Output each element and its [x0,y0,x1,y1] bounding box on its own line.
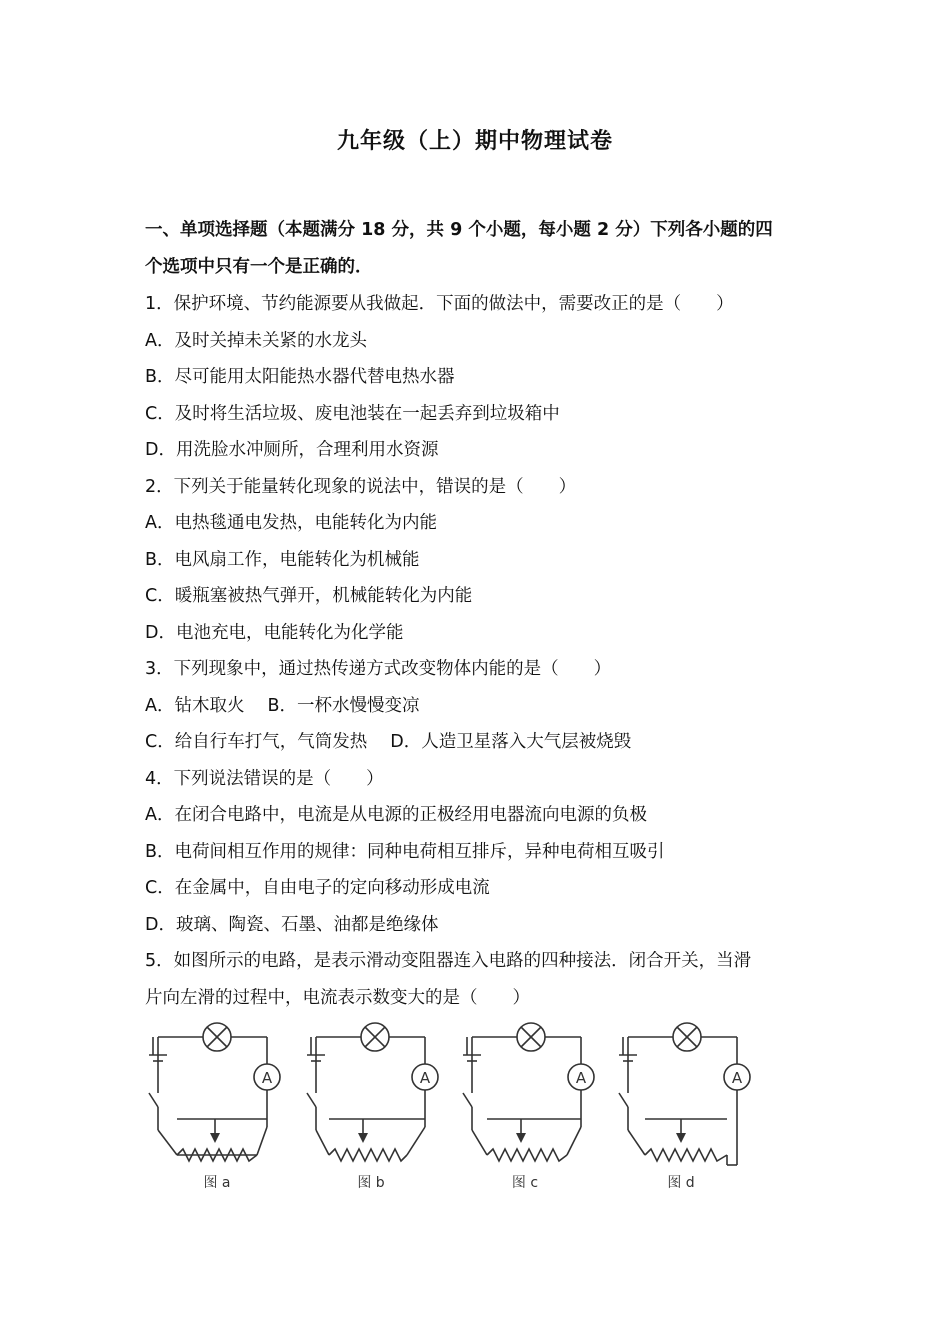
question-1-option-d: D．用洗脸水冲厕所，合理利用水资源 [145,440,439,460]
question-4-option-d: D．玻璃、陶瓷、石墨、油都是绝缘体 [145,915,439,935]
page-title: 九年级（上）期中物理试卷 [336,129,613,154]
section-heading-line1: 一、单项选择题（本题满分 18 分，共 9 个小题，每小题 2 分）下列各小题的四 [145,220,773,240]
circuit-figure-c [459,1015,604,1195]
circuit-figure-a [145,1015,290,1195]
question-4-option-a: A．在闭合电路中，电流是从电源的正极经用电器流向电源的负极 [145,805,647,825]
question-1-option-a: A．及时关掉未关紧的水龙头 [145,331,367,351]
circuit-figure-d [615,1015,760,1195]
question-2-option-a: A．电热毯通电发热，电能转化为内能 [145,513,437,533]
figure-label-a: 图 a [203,1175,231,1191]
question-3-options-ab: A．钻木取火 B．一杯水慢慢变凉 [145,696,420,716]
question-2-option-c: C．暖瓶塞被热气弹开，机械能转化为内能 [145,586,473,606]
ammeter-label: A [575,1069,587,1087]
question-5-stem-line2: 片向左滑的过程中，电流表示数变大的是（ ） [145,988,530,1008]
question-5-stem-line1: 5．如图所示的电路，是表示滑动变阻器连入电路的四种接法．闭合开关，当滑 [145,951,752,971]
ammeter-label: A [419,1069,431,1087]
section-heading-line2: 个选项中只有一个是正确的． [145,257,373,277]
question-1-option-b: B．尽可能用太阳能热水器代替电热水器 [145,367,455,387]
question-3-options-cd: C．给自行车打气，气筒发热 D．人造卫星落入大气层被烧毁 [145,732,632,752]
question-2-stem: 2．下列关于能量转化现象的说法中，错误的是（ ） [145,477,577,497]
ammeter-label: A [731,1069,743,1087]
question-2-option-b: B．电风扇工作，电能转化为机械能 [145,550,420,570]
question-1-stem: 1．保护环境、节约能源要从我做起．下面的做法中，需要改正的是（ ） [145,294,734,314]
question-4-option-b: B．电荷间相互作用的规律：同种电荷相互排斥，异种电荷相互吸引 [145,842,665,862]
figure-label-b: 图 b [357,1175,385,1191]
question-1-option-c: C．及时将生活垃圾、废电池装在一起丢弃到垃圾箱中 [145,404,560,424]
question-3-stem: 3．下列现象中，通过热传递方式改变物体内能的是（ ） [145,659,612,679]
question-2-option-d: D．电池充电，电能转化为化学能 [145,623,404,643]
ammeter-label: A [261,1069,273,1087]
question-4-stem: 4．下列说法错误的是（ ） [145,769,384,789]
circuit-figure-b [303,1015,448,1195]
question-4-option-c: C．在金属中，自由电子的定向移动形成电流 [145,878,490,898]
figure-label-d: 图 d [667,1175,695,1191]
figure-label-c: 图 c [511,1175,539,1191]
